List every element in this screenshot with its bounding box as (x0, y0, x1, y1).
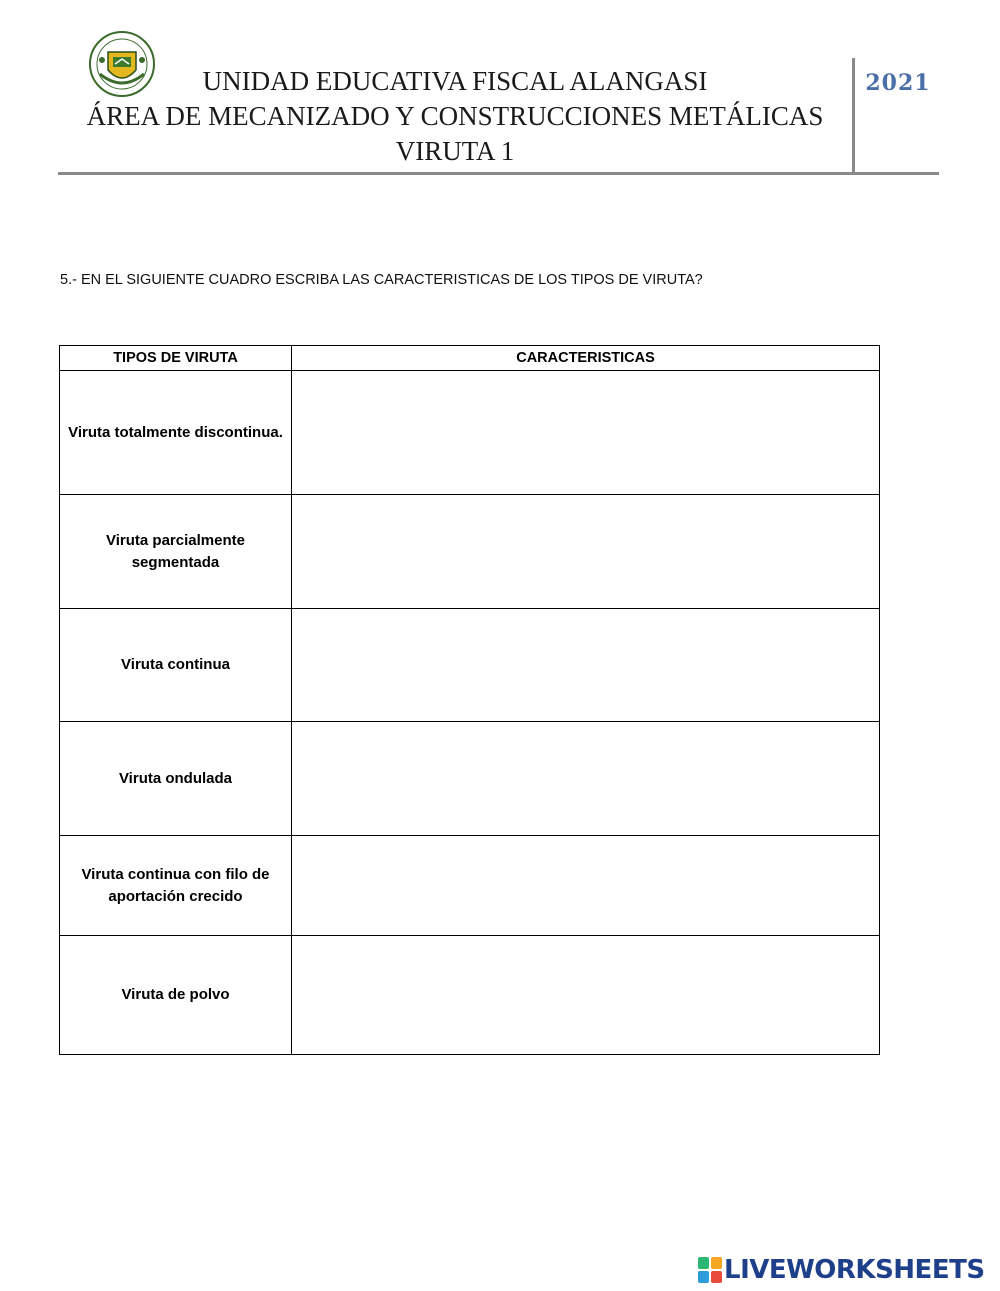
table-row (60, 495, 880, 609)
answer-cell[interactable] (292, 936, 880, 1055)
answer-cell[interactable] (292, 371, 880, 495)
header-vertical-divider (852, 58, 855, 174)
answer-cell[interactable] (292, 836, 880, 936)
tipo-cell: Viruta totalmente discontinua. (60, 371, 292, 495)
liveworksheets-blocks-icon (698, 1257, 722, 1283)
question-text: 5.- EN EL SIGUIENTE CUADRO ESCRIBA LAS CARACTERISTICAS DE LOS TIPOS DE VIRUTA? (60, 272, 703, 288)
table-row (60, 371, 880, 495)
answer-cell[interactable] (292, 609, 880, 722)
tipo-cell: Viruta continua (60, 609, 292, 722)
table-row (60, 936, 880, 1055)
viruta-table (59, 345, 880, 1055)
area-name: ÁREA DE MECANIZADO Y CONSTRUCCIONES METÁLICAS (86, 101, 824, 131)
header-tipos: TIPOS DE VIRUTA (60, 346, 292, 371)
document-title: VIRUTA 1 (395, 136, 515, 166)
table-header-row (60, 346, 880, 371)
document-header (60, 64, 850, 169)
school-name: UNIDAD EDUCATIVA FISCAL ALANGASI (202, 66, 708, 96)
table-row (60, 836, 880, 936)
tipo-cell: Viruta parcialmente segmentada (60, 495, 292, 609)
tipo-cell: Viruta ondulada (60, 722, 292, 836)
table-row (60, 609, 880, 722)
header-caracteristicas: CARACTERISTICAS (292, 346, 880, 371)
table-row (60, 722, 880, 836)
tipo-cell: Viruta de polvo (60, 936, 292, 1055)
brand-name: LIVEWORKSHEETS (724, 1255, 985, 1285)
header-horizontal-divider (58, 172, 939, 175)
year-label: 2021 (865, 70, 931, 96)
answer-cell[interactable] (292, 722, 880, 836)
answer-cell[interactable] (292, 495, 880, 609)
liveworksheets-logo[interactable] (698, 1254, 985, 1286)
tipo-cell: Viruta continua con filo de aportación crecido (60, 836, 292, 936)
